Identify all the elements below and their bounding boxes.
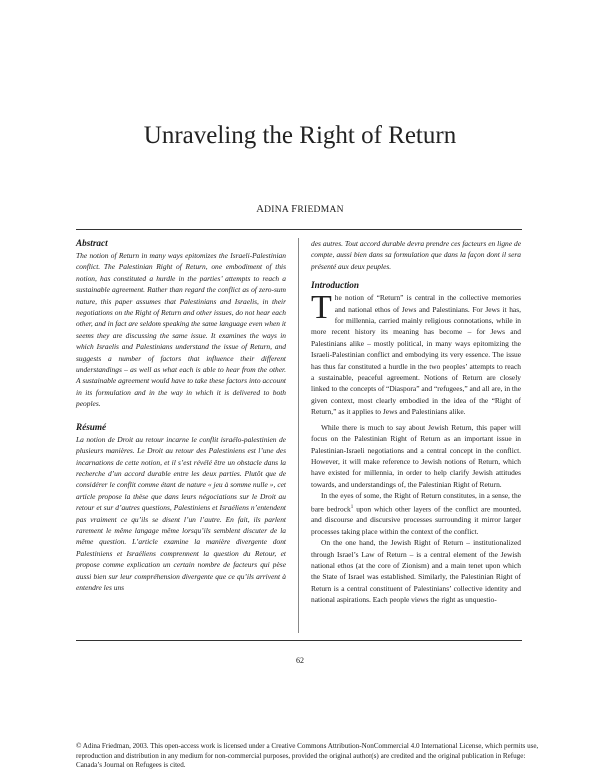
author-last-initial: F bbox=[291, 204, 298, 215]
intro-paragraph-3-text-a: In the eyes of some, the Right of Return constitutes, in a sense, the bare bedrock bbox=[311, 491, 521, 514]
intro-paragraph-3 bbox=[311, 490, 521, 537]
author-initial: A bbox=[256, 204, 265, 215]
abstract-heading: Abstract bbox=[76, 238, 108, 248]
right-column bbox=[311, 238, 521, 606]
intro-paragraph-2: While there is much to say about Jewish Return, this paper will focus on the Palestinian Right of Return as an important issue in Palestinian-Israeli negotiations and a central concept in the conflict. However, it will make reference to Jewish notions of Return, which have existed for millennia, in order to help clarify Jewish attitudes towards, and understandings of, the Palestinian Right of Return. bbox=[311, 422, 521, 489]
intro-paragraph-1-text: he notion of “Return” is central in the collective memories and national ethos of Jews and Palestinians. For Jews it has, for millennia, carried mainly religious connotations, while in more recent history its meaning has become – for Jews and Palestinians alike – mostly political, in many ways epitomizing the Israeli-Palestinian conflict and embodying its very essence. The issue has thus far constituted a hurdle in the two peoples’ attempts to reach a sustainable, peaceful agreement. Notions of Return are closely linked to the concepts of “Diaspora” and “refugees,” and all are, in the given context, most clearly embodied in the idea of the “Right of Return,” as it applies to Jews and Palestinians alike. bbox=[311, 293, 521, 417]
top-rule bbox=[76, 229, 522, 230]
author-name bbox=[0, 204, 600, 215]
introduction-heading: Introduction bbox=[311, 280, 359, 291]
drop-cap: T bbox=[311, 289, 332, 327]
intro-paragraph-3-text-b: upon which other layers of the conflict are mounted, and discourse and discursive processes surrounding it mirror larger processes taking place within the context of the conflict. bbox=[311, 504, 521, 536]
author-last-rest: RIEDMAN bbox=[297, 205, 344, 215]
license-footer: © Adina Friedman, 2003. This open-access work is licensed under a Creative Commons Attribution-NonCommercial 4.0 International License, which permits use, reproduction and distribution in any medium for non-commercial purposes, provided the original author(s) are credited and the original publication in Refuge: Canada’s Journal on Refugees is cited. bbox=[76, 742, 539, 770]
intro-paragraph-1 bbox=[311, 289, 521, 417]
bottom-rule bbox=[76, 640, 522, 641]
footnote-marker[interactable]: 1 bbox=[350, 504, 354, 510]
page-number: 62 bbox=[296, 656, 304, 665]
resume-heading: Résumé bbox=[76, 421, 107, 432]
abstract-text: The notion of Return in many ways epitomizes the Israeli-Palestinian conflict. The Palestinian Right of Return, one embodiment of this notion, has constituted a hurdle in the parties’ attempts to reach a sustainable agreement. Rather than regard the conflict as of zero-sum nature, this paper assumes that Palestinians and Israelis, in their negotiations on the Right of Return and other issues, do not hear each other, and in fact are seldom speaking the same language even when it seems they are discussing the same issue. It examines the ways in which Israelis and Palestinians understand the issue of Return, and suggests a number of factors that influence their different understandings – as well as what each is able to hear from the other. A sustainable agreement would have to take these factors into account in its formulation and in the way in which it is delivered to both peoples. bbox=[76, 251, 286, 409]
intro-paragraph-4: On the one hand, the Jewish Right of Return – institutionalized through Israel’s Law of Return – is a central element of the Jewish national ethos (at the core of Zionism) and a main tenet upon which the State of Israel was established. Similarly, the Palestinian Right of Return is a central constituent of Palestinians’ collective identity and national aspirations. Each people views the right as unquestio- bbox=[311, 538, 521, 605]
resume-continued: des autres. Tout accord durable devra prendre ces facteurs en ligne de compte, aussi bien dans sa formulation que dans la façon dont il sera présenté aux deux peuples. bbox=[311, 239, 521, 271]
resume-text: La notion de Droit au retour incarne le conflit israélo-palestinien de plusieurs manières. Le Droit au retour des Palestiniens est l’une des incarnations de cette notion, et il s’est révélé être un obstacle dans la recherche d’un accord durable entre les deux parties. Plutôt que de considérer le conflit comme étant de nature « jeu à somme nulle », cet article propose la thèse que dans leurs négociations sur le Droit au retour et sur d’autres questions, Palestiniens et Israéliens n’entendent pas vraiment ce qu’ils se disent l’un l’autre. En fait, ils parlent rarement le même langage même lorsqu’ils semblent discuter de la même question. L’article examine la manière divergente dont Palestiniens et Israéliens comprennent la question du Retour, et propose comme explication un certain nombre de facteurs qui pèse aussi bien sur leur compréhension divergente que ce qu’ils arrivent à entendre les uns bbox=[76, 434, 286, 592]
column-divider bbox=[298, 238, 299, 633]
article-title: Unraveling the Right of Return bbox=[143, 122, 457, 149]
author-first-rest: DINA bbox=[264, 205, 292, 215]
left-column bbox=[76, 238, 286, 593]
